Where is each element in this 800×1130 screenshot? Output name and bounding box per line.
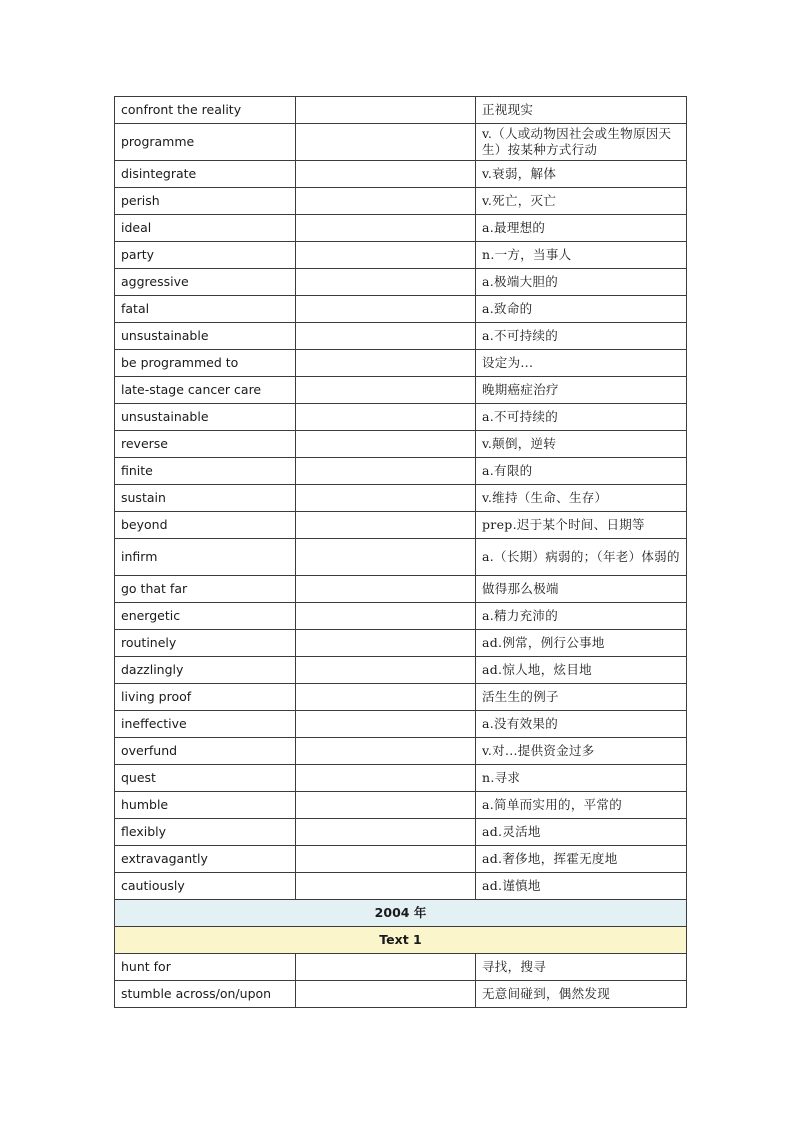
table-row: [115, 603, 687, 630]
english-term: aggressive: [115, 269, 296, 296]
blank-cell: [296, 539, 476, 576]
table-row: [115, 684, 687, 711]
chinese-meaning: prep.迟于某个时间、日期等: [476, 512, 687, 539]
english-term: ineffective: [115, 711, 296, 738]
vocabulary-table: [114, 96, 687, 1008]
table-row: [115, 711, 687, 738]
blank-cell: [296, 657, 476, 684]
english-term: unsustainable: [115, 404, 296, 431]
table-row: [115, 792, 687, 819]
table-row: [115, 539, 687, 576]
english-term: infirm: [115, 539, 296, 576]
table-row: [115, 738, 687, 765]
english-term: humble: [115, 792, 296, 819]
english-term: dazzlingly: [115, 657, 296, 684]
table-row: [115, 350, 687, 377]
blank-cell: [296, 188, 476, 215]
table-row: [115, 954, 687, 981]
english-term: be programmed to: [115, 350, 296, 377]
table-row: [115, 377, 687, 404]
english-term: stumble across/on/upon: [115, 981, 296, 1008]
table-row: [115, 124, 687, 161]
english-term: fatal: [115, 296, 296, 323]
english-term: quest: [115, 765, 296, 792]
blank-cell: [296, 269, 476, 296]
blank-cell: [296, 161, 476, 188]
blank-cell: [296, 684, 476, 711]
english-term: programme: [115, 124, 296, 161]
blank-cell: [296, 350, 476, 377]
blank-cell: [296, 458, 476, 485]
table-row: [115, 630, 687, 657]
blank-cell: [296, 296, 476, 323]
chinese-meaning: 晚期癌症治疗: [476, 377, 687, 404]
english-term: reverse: [115, 431, 296, 458]
table-row: [115, 323, 687, 350]
chinese-meaning: v.维持（生命、生存）: [476, 485, 687, 512]
chinese-meaning: v.衰弱，解体: [476, 161, 687, 188]
blank-cell: [296, 846, 476, 873]
chinese-meaning: a.不可持续的: [476, 323, 687, 350]
table-row: [115, 97, 687, 124]
blank-cell: [296, 738, 476, 765]
table-row: [115, 269, 687, 296]
blank-cell: [296, 485, 476, 512]
english-term: confront the reality: [115, 97, 296, 124]
english-term: beyond: [115, 512, 296, 539]
table-row: [115, 873, 687, 900]
table-row: [115, 161, 687, 188]
chinese-meaning: 设定为...: [476, 350, 687, 377]
table-row: [115, 485, 687, 512]
english-term: sustain: [115, 485, 296, 512]
blank-cell: [296, 97, 476, 124]
english-term: perish: [115, 188, 296, 215]
section-text-row: [115, 927, 687, 954]
section-text-label: Text 1: [115, 927, 687, 954]
english-term: late-stage cancer care: [115, 377, 296, 404]
chinese-meaning: 正视现实: [476, 97, 687, 124]
blank-cell: [296, 242, 476, 269]
section-year-label: 2004 年: [115, 900, 687, 927]
chinese-meaning: 做得那么极端: [476, 576, 687, 603]
table-row: [115, 215, 687, 242]
english-term: flexibly: [115, 819, 296, 846]
blank-cell: [296, 377, 476, 404]
blank-cell: [296, 765, 476, 792]
blank-cell: [296, 124, 476, 161]
chinese-meaning: ad.灵活地: [476, 819, 687, 846]
english-term: routinely: [115, 630, 296, 657]
chinese-meaning: a.精力充沛的: [476, 603, 687, 630]
english-term: unsustainable: [115, 323, 296, 350]
english-term: go that far: [115, 576, 296, 603]
blank-cell: [296, 576, 476, 603]
chinese-meaning: 无意间碰到，偶然发现: [476, 981, 687, 1008]
chinese-meaning: v.对...提供资金过多: [476, 738, 687, 765]
english-term: energetic: [115, 603, 296, 630]
blank-cell: [296, 954, 476, 981]
blank-cell: [296, 630, 476, 657]
blank-cell: [296, 819, 476, 846]
table-row: [115, 188, 687, 215]
english-term: finite: [115, 458, 296, 485]
chinese-meaning: a.极端大胆的: [476, 269, 687, 296]
table-row: [115, 404, 687, 431]
blank-cell: [296, 323, 476, 350]
chinese-meaning: ad.惊人地，炫目地: [476, 657, 687, 684]
table-row: [115, 765, 687, 792]
table-row: [115, 242, 687, 269]
chinese-meaning: a.不可持续的: [476, 404, 687, 431]
english-term: party: [115, 242, 296, 269]
english-term: disintegrate: [115, 161, 296, 188]
table-row: [115, 981, 687, 1008]
blank-cell: [296, 603, 476, 630]
english-term: ideal: [115, 215, 296, 242]
blank-cell: [296, 873, 476, 900]
english-term: hunt for: [115, 954, 296, 981]
chinese-meaning: a.简单而实用的，平常的: [476, 792, 687, 819]
blank-cell: [296, 711, 476, 738]
english-term: cautiously: [115, 873, 296, 900]
table-row: [115, 431, 687, 458]
vocabulary-rows: [115, 97, 687, 900]
table-row: [115, 576, 687, 603]
blank-cell: [296, 215, 476, 242]
chinese-meaning: a.最理想的: [476, 215, 687, 242]
chinese-meaning: 寻找，搜寻: [476, 954, 687, 981]
blank-cell: [296, 792, 476, 819]
table-row: [115, 296, 687, 323]
english-term: overfund: [115, 738, 296, 765]
chinese-meaning: v.颠倒，逆转: [476, 431, 687, 458]
chinese-meaning: a.有限的: [476, 458, 687, 485]
chinese-meaning: a.（长期）病弱的；（年老）体弱的: [476, 539, 687, 576]
chinese-meaning: ad.奢侈地，挥霍无度地: [476, 846, 687, 873]
chinese-meaning: 活生生的例子: [476, 684, 687, 711]
table-row: [115, 846, 687, 873]
blank-cell: [296, 981, 476, 1008]
table-row: [115, 657, 687, 684]
english-term: extravagantly: [115, 846, 296, 873]
blank-cell: [296, 404, 476, 431]
table-row: [115, 512, 687, 539]
chinese-meaning: a.没有效果的: [476, 711, 687, 738]
chinese-meaning: n.一方，当事人: [476, 242, 687, 269]
chinese-meaning: n.寻求: [476, 765, 687, 792]
chinese-meaning: ad.谨慎地: [476, 873, 687, 900]
table-row: [115, 819, 687, 846]
chinese-meaning: v.死亡，灭亡: [476, 188, 687, 215]
chinese-meaning: ad.例常，例行公事地: [476, 630, 687, 657]
blank-cell: [296, 512, 476, 539]
blank-cell: [296, 431, 476, 458]
english-term: living proof: [115, 684, 296, 711]
chinese-meaning: a.致命的: [476, 296, 687, 323]
table-row: [115, 458, 687, 485]
vocabulary-rows-text1: [115, 954, 687, 1008]
chinese-meaning: v.（人或动物因社会或生物原因天生）按某种方式行动: [476, 124, 687, 161]
section-year-row: [115, 900, 687, 927]
